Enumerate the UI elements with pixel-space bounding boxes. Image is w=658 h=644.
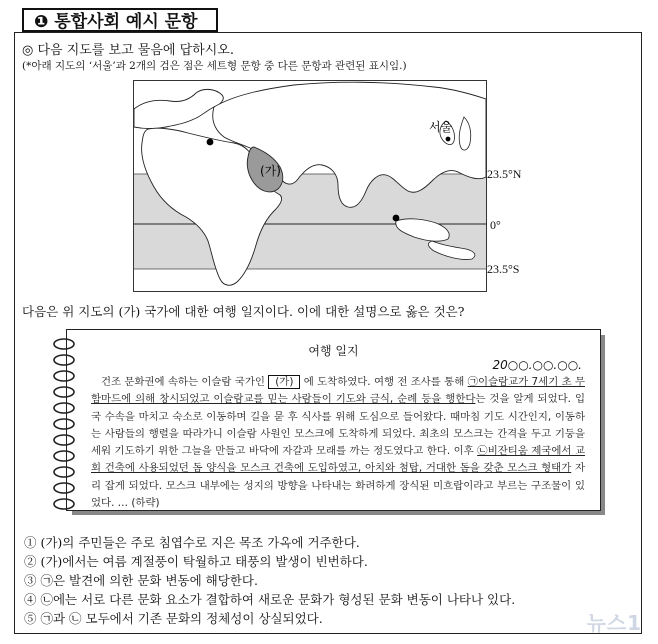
ring (54, 467, 74, 477)
option-1[interactable]: ① (가)의 주민들은 주로 침엽수로 지은 목조 가옥에 거주한다. (24, 535, 360, 550)
europe-landmass (134, 89, 223, 128)
watermark-logo: 뉴스1 (586, 611, 642, 635)
lat-south-label: 23.5°S (487, 262, 520, 276)
map-svg (134, 81, 486, 291)
section-title: ❶ 통합사회 예시 문항 (22, 8, 218, 32)
ring (54, 355, 74, 365)
black-dot-mediterranean (207, 139, 214, 146)
map-note: (*아래 지도의 ‘서울’과 2개의 검은 점은 세트형 문항 중 다른 문항과 관련된 표시임.) (22, 60, 407, 72)
journal-body (91, 374, 585, 512)
instruction: ◎ 다음 지도를 보고 물음에 답하시오. (22, 43, 234, 58)
question-text: 다음은 위 지도의 (가) 국가에 대한 여행 일지이다. 이에 대한 설명으로 옳은 것은? (22, 304, 465, 319)
option-4[interactable]: ④ ㉡에는 서로 다른 문화 요소가 결합하여 새로운 문화가 형성된 문화 변동이 나타나 있다. (24, 592, 516, 607)
ring (54, 435, 74, 445)
journal-underline-2: ㉡비잔티움 제국에서 교회 건축에 사용되었던 돔 양식을 모스크 건축에 도입하였고, 아치와 첨탑, 거대한 돔을 갖춘 모스크 형태가 (91, 445, 585, 475)
journal-date: 20○○.○○.○○. (492, 358, 582, 372)
option-3[interactable]: ③ ㉠은 발견에 의한 문화 변동에 해당한다. (24, 573, 258, 588)
journal-text-2: 에 도착하였다. 여행 전 조사를 통해 (300, 376, 468, 388)
journal-text-4: 자리 잡게 되었다. 모스크 내부에는 성지의 방향을 나타내는 화려하게 장식된 미흐랍이라고 부르는 구조물이 있었다. … (하략) (91, 462, 585, 510)
journal-text-3: 는 것을 알게 되었다. 입국 수속을 마치고 숙소로 이동하며 길을 묻 후 식사를 위해 도심으로 들어왔다. 때마침 기도 시간인지, 이동하는 사람들의 행렬을 따라가니 이슬람 사원인 모스크에 도착하게 되었다. 최초의 모스크는 간격을 두고 기둥을 세워 기도하기 위한 그늘을 만들고 바닥에 자갈과 모래를 까는 정도였다고 한다. 이후 (91, 393, 585, 458)
journal-underline-1: ㉠이슬람교가 7세기 초 무함마드에 의해 창시되었고 이슬람교를 믿는 사람들이 기도와 금식, 순례 등을 행한다 (91, 376, 585, 406)
spiral-binding (50, 336, 80, 512)
option-2[interactable]: ② (가)에서는 여름 계절풍이 탁월하고 태풍의 발생이 빈번하다. (24, 554, 368, 569)
seoul-label: 서울 (429, 120, 453, 134)
ring (54, 339, 74, 349)
world-map (133, 80, 487, 292)
ring (54, 371, 74, 381)
travel-journal (66, 329, 601, 511)
ring (54, 387, 74, 397)
country-ga-label: (가) (260, 164, 281, 178)
seoul-marker (446, 137, 451, 142)
ring (54, 451, 74, 461)
ring (54, 403, 74, 413)
journal-boxed-country: (가) (268, 375, 300, 389)
ring (54, 419, 74, 429)
journal-text-1: 건조 문화권에 속하는 이슬람 국가인 (101, 376, 269, 388)
black-dot-southeast-asia (393, 215, 400, 222)
journal-title: 여행 일지 (308, 344, 359, 358)
option-5[interactable]: ⑤ ㉠과 ㉡ 모두에서 기존 문화의 정체성이 상실되었다. (24, 611, 323, 626)
lat-equator-label: 0° (490, 218, 501, 232)
ring (54, 499, 74, 509)
ring (54, 483, 74, 493)
answer-options (24, 533, 515, 628)
lat-north-label: 23.5°N (487, 167, 522, 181)
